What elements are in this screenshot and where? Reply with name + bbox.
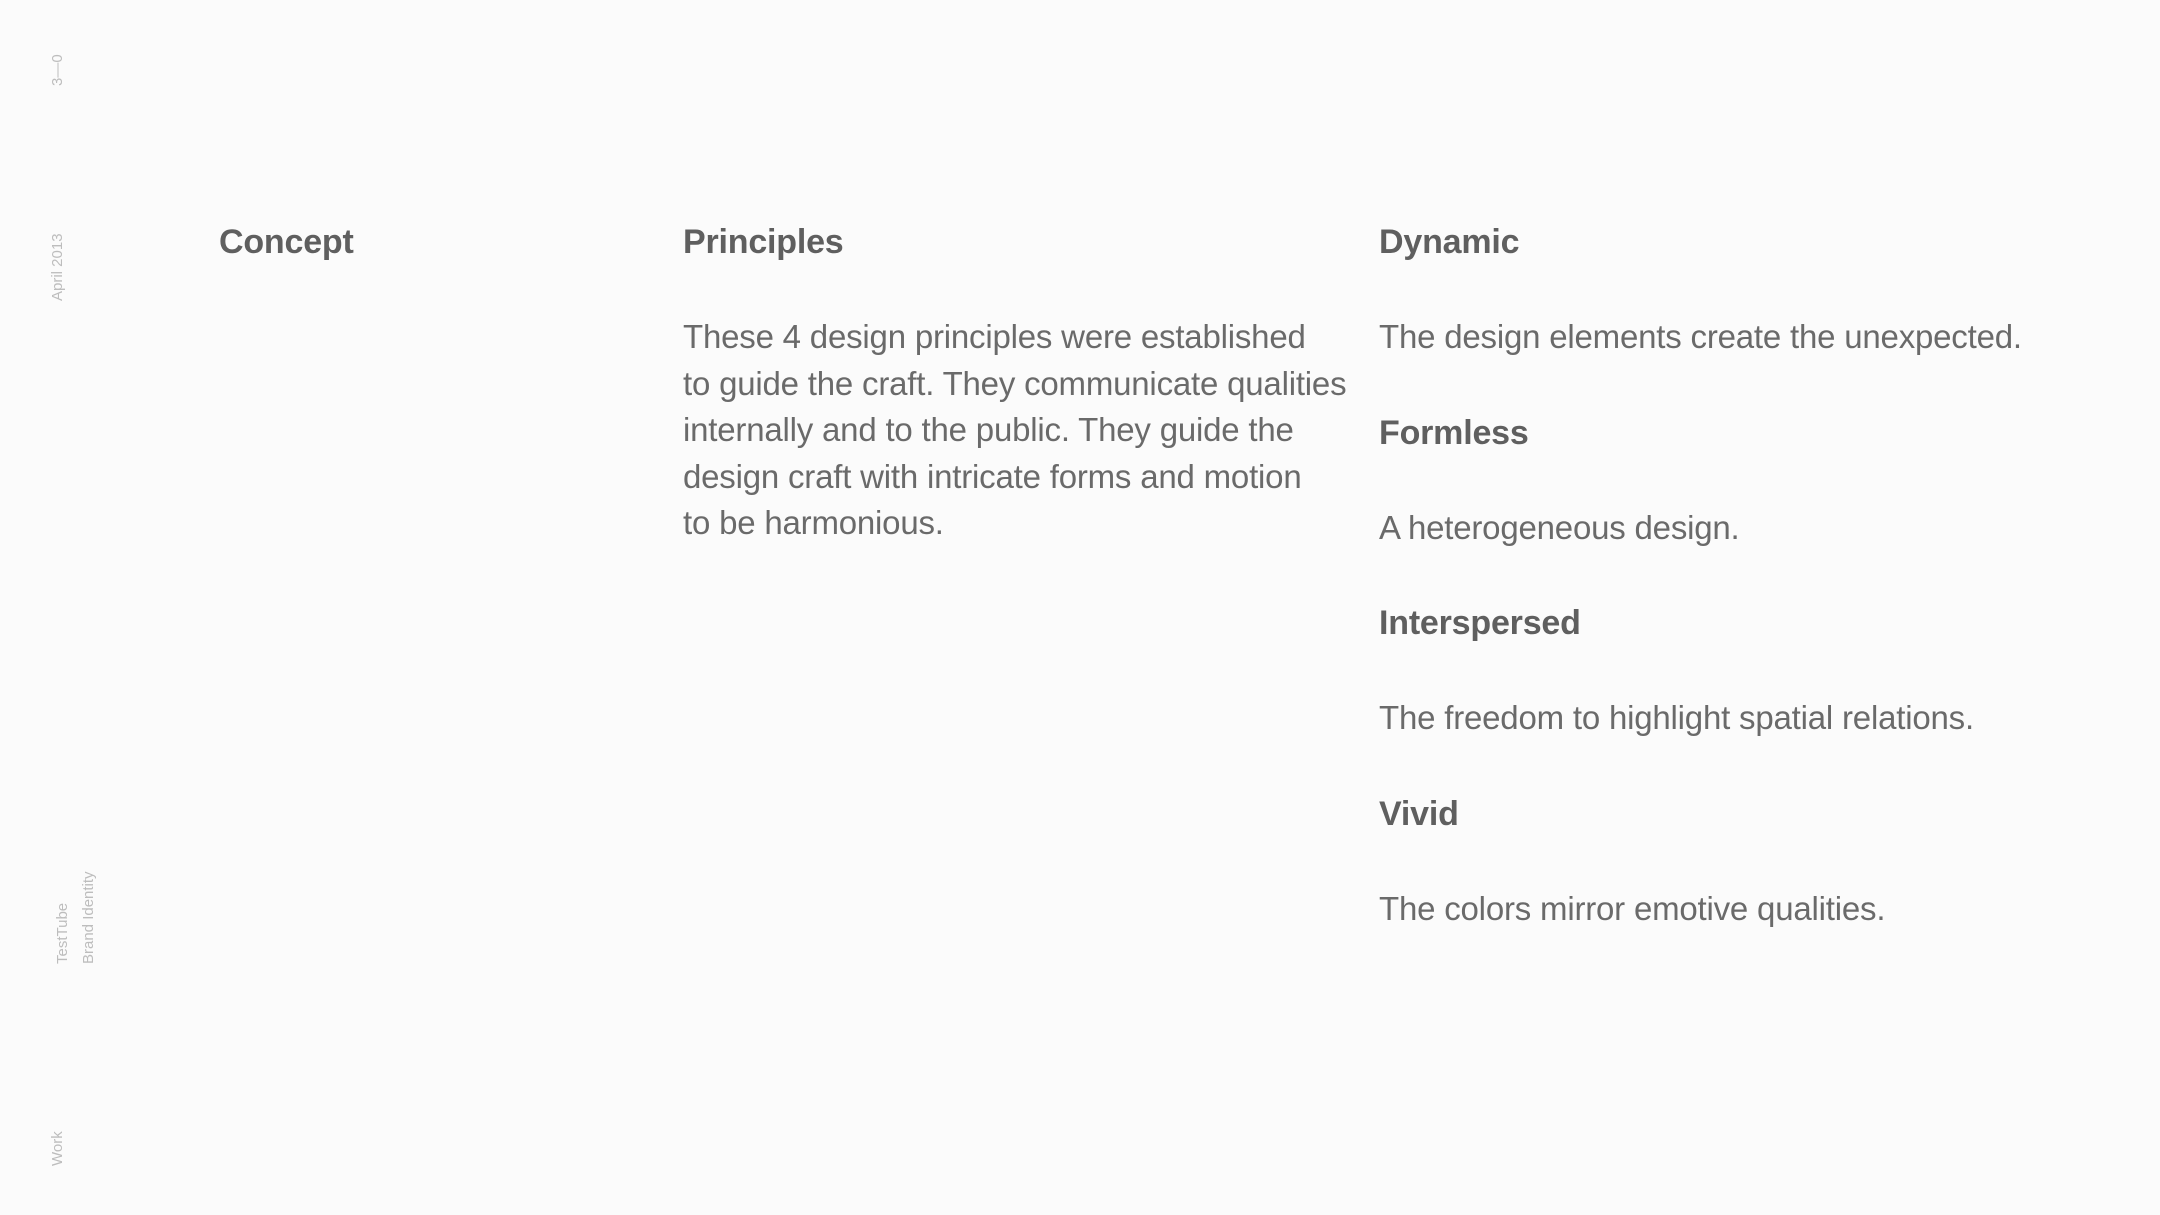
principle-item-vivid: [1379, 794, 2119, 933]
principle-title: Interspersed: [1379, 604, 1581, 642]
principles-line: design craft with intricate forms and motion: [683, 457, 1302, 495]
principles-description: [683, 314, 1363, 547]
date-label: April 2013: [49, 233, 66, 301]
principles-heading: Principles: [683, 223, 844, 261]
principle-item-interspersed: [1379, 603, 2119, 742]
principles-line: These 4 design principles were established: [683, 318, 1306, 355]
project-name: TestTube: [54, 902, 71, 964]
principles-line: to guide the craft. They communicate qualities: [683, 364, 1347, 402]
concept-heading: Concept: [219, 223, 354, 261]
principle-title: Vivid: [1379, 794, 1459, 833]
principle-description: The colors mirror emotive qualities.: [1379, 889, 1886, 927]
principle-item-formless: [1379, 413, 2119, 552]
project-subtitle: Brand Identity: [80, 871, 97, 964]
principle-description: A heterogeneous design.: [1379, 508, 1740, 546]
principles-line: internally and to the public. They guide the: [683, 411, 1294, 448]
section-label: Work: [49, 1131, 66, 1166]
project-label: [50, 871, 102, 964]
page-number: 3—0: [49, 54, 66, 86]
principle-description: The design elements create the unexpected.: [1379, 318, 2022, 355]
principle-item-dynamic: [1379, 222, 2119, 361]
principle-list: [1379, 222, 2119, 932]
principles-line: to be harmonious.: [683, 504, 944, 541]
concept-column: [219, 222, 659, 262]
principle-description: The freedom to highlight spatial relations.: [1379, 699, 1974, 736]
principles-column: [683, 222, 1363, 547]
principle-title: Dynamic: [1379, 223, 1520, 261]
principle-title: Formless: [1379, 413, 1529, 452]
